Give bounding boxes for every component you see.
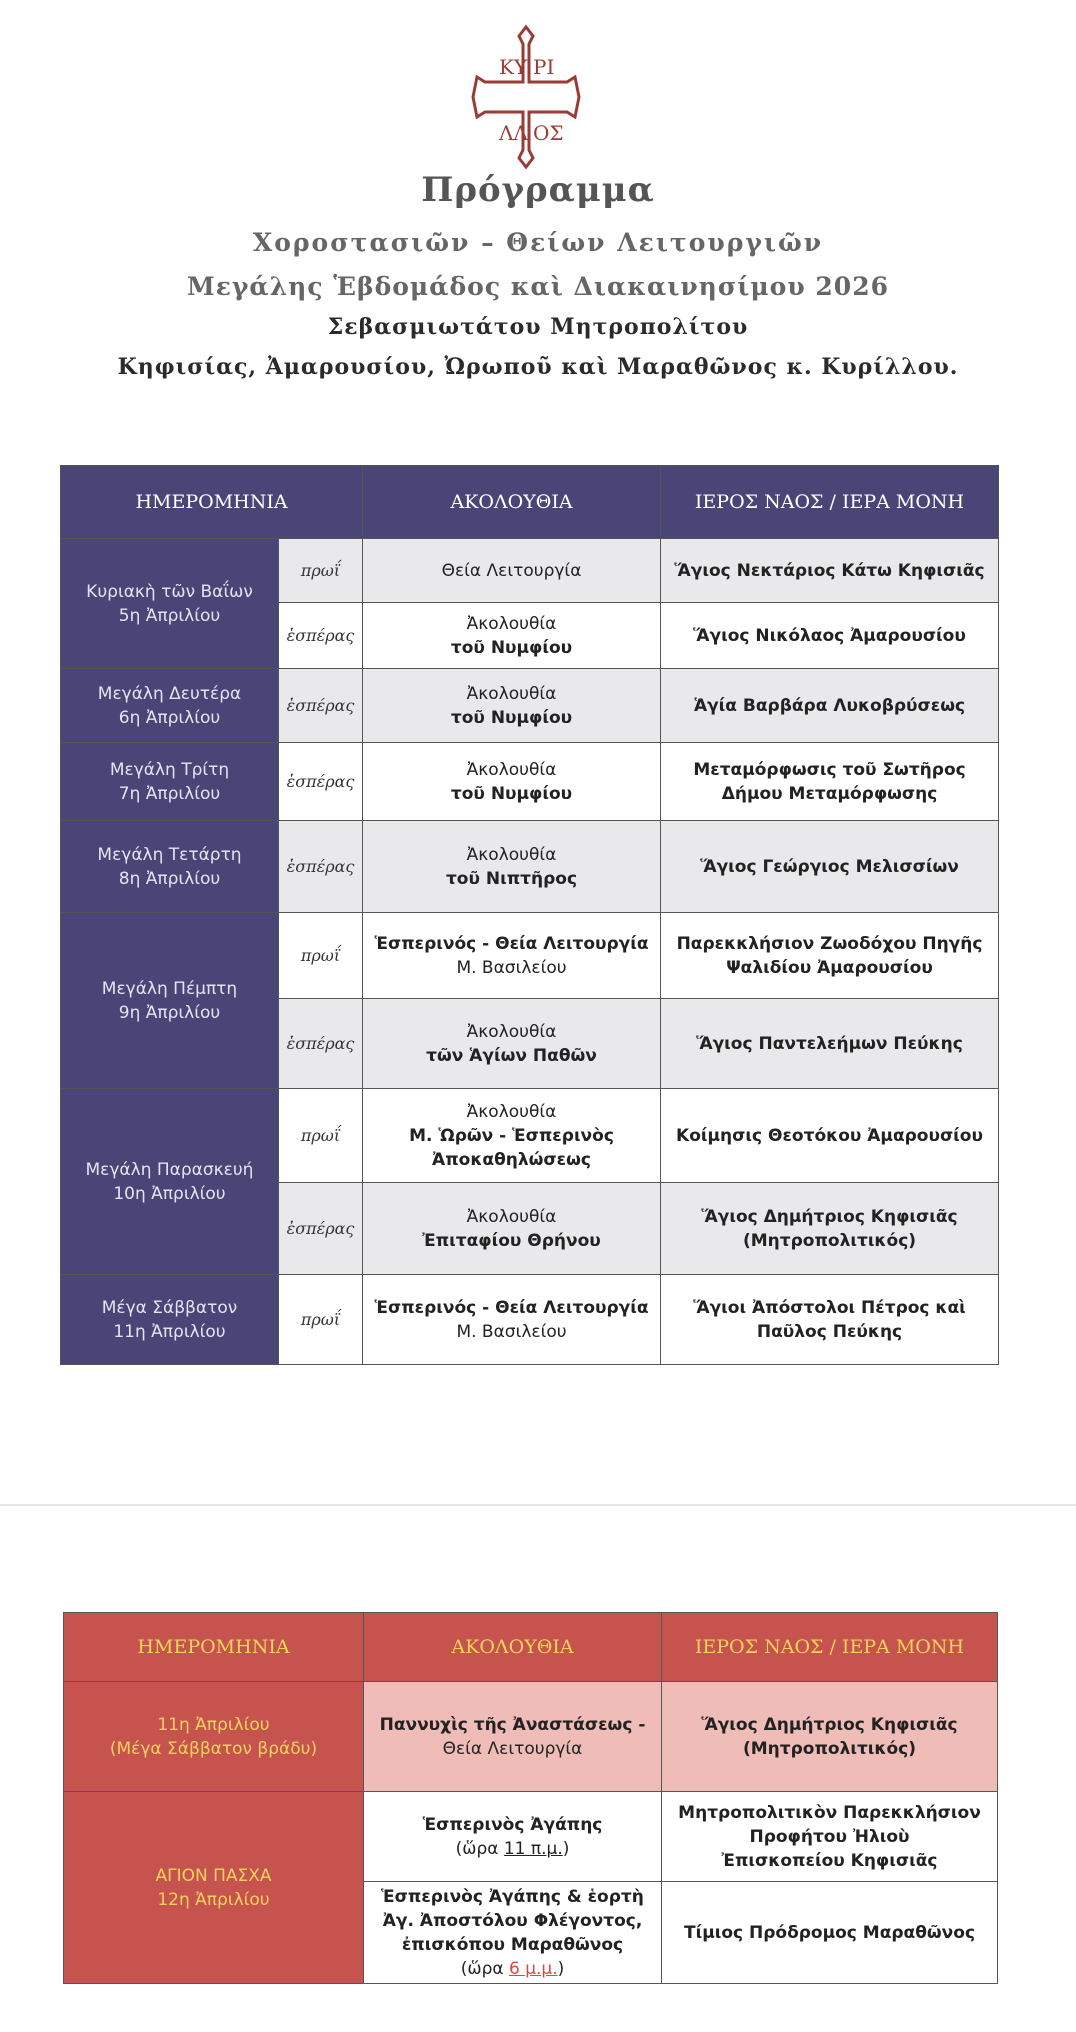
service-cell: Ἀκολουθία τοῦ Νυμφίου [363, 669, 661, 743]
day-cell: Μεγάλη Τρίτη 7η Ἀπριλίου [61, 743, 279, 821]
time-cell: πρωΐ [279, 539, 363, 603]
table-row [64, 1792, 998, 1882]
svg-text:ΚΥ: ΚΥ [499, 55, 528, 79]
church-cell: Ἁγία Βαρβάρα Λυκοβρύσεως [661, 669, 999, 743]
header-church: ΙΕΡΟΣ ΝΑΟΣ / ΙΕΡΑ ΜΟΝΗ [661, 466, 999, 539]
time-cell: ἑσπέρας [279, 821, 363, 913]
service-cell: Ἀκολουθία Ἐπιταφίου Θρήνου [363, 1183, 661, 1275]
church-cell: Ἅγιος Παντελεήμων Πεύκης [661, 999, 999, 1089]
svg-text:ΡΙ: ΡΙ [533, 55, 555, 79]
easter-schedule-table [63, 1612, 998, 1984]
header-service: ΑΚΟΛΟΥΘΙΑ [364, 1613, 662, 1682]
page-divider [0, 1504, 1076, 1506]
table-row [61, 743, 999, 821]
day-name: Κυριακὴ τῶν Βαΐων [86, 581, 253, 602]
table-row [61, 1275, 999, 1365]
subtitle-week: Μεγάλης Ἑβδομάδος καὶ Διακαινησίμου 2026 [187, 272, 889, 301]
subtitle-services: Χοροστασιῶν – Θείων Λειτουργιῶν [252, 228, 824, 257]
time-cell: πρωΐ [279, 1275, 363, 1365]
time-cell: ἑσπέρας [279, 603, 363, 669]
service-cell: Ἑσπερινὸς Ἀγάπης & ἑορτὴ Ἀγ. Ἀποστόλου Φλέγοντος, ἐπισκόπου Μαραθῶνος (ὥρα 6 μ.μ.) [364, 1882, 662, 1984]
time-link: 11 π.μ. [503, 1838, 563, 1859]
header-date: ΗΜΕΡΟΜΗΝΙΑ [64, 1613, 364, 1682]
table-row [61, 913, 999, 999]
subtitle-metropolitan: Σεβασμιωτάτου Μητροπολίτου [327, 314, 749, 340]
service-cell: Θεία Λειτουργία [363, 539, 661, 603]
table-row [61, 821, 999, 913]
svg-text:ΛΛ: ΛΛ [499, 121, 528, 145]
church-cell: Ἅγιοι Ἀπόστολοι Πέτρος καὶ Παῦλος Πεύκης [661, 1275, 999, 1365]
day-cell: Μεγάλη Πέμπτη 9η Ἀπριλίου [61, 913, 279, 1089]
time-cell: πρωΐ [279, 913, 363, 999]
svg-text:ΟΣ: ΟΣ [533, 121, 564, 145]
service-cell: Ἑσπερινός - Θεία Λειτουργία Μ. Βασιλείου [363, 1275, 661, 1365]
church-cell: Μητροπολιτικὸν Παρεκκλήσιον Προφήτου Ἠλιοὺ Ἐπισκοπείου Κηφισιᾶς [662, 1792, 998, 1882]
service-cell: Ἀκολουθία Μ. Ὡρῶν - Ἑσπερινὸς Ἀποκαθηλώσεως [363, 1089, 661, 1183]
church-cell: Ἅγιος Δημήτριος Κηφισιᾶς (Μητροπολιτικός) [661, 1183, 999, 1275]
day-date: 5η Ἀπριλίου [118, 605, 221, 626]
time-cell: ἑσπέρας [279, 999, 363, 1089]
day-cell: 11η Ἀπριλίου (Μέγα Σάββατον βράδυ) [64, 1682, 364, 1792]
church-cell: Παρεκκλήσιον Ζωοδόχου Πηγῆς Ψαλιδίου Ἀμαρουσίου [661, 913, 999, 999]
time-link: 6 μ.μ. [508, 1958, 558, 1979]
church-cell: Τίμιος Πρόδρομος Μαραθῶνος [662, 1882, 998, 1984]
service-cell: Παννυχὶς τῆς Ἀναστάσεως - Θεία Λειτουργία [364, 1682, 662, 1792]
service-cell: Ἀκολουθία τοῦ Νυμφίου [363, 603, 661, 669]
subtitle-diocese: Κηφισίας, Ἀμαρουσίου, Ὠρωποῦ καὶ Μαραθῶνος κ. Κυρίλλου. [117, 354, 959, 380]
table-row [64, 1682, 998, 1792]
time-cell: πρωΐ [279, 1089, 363, 1183]
cross-emblem-icon [471, 22, 581, 172]
service-cell: Ἀκολουθία τοῦ Νιπτῆρος [363, 821, 661, 913]
header-church: ΙΕΡΟΣ ΝΑΟΣ / ΙΕΡΑ ΜΟΝΗ [662, 1613, 998, 1682]
holy-week-schedule-table [60, 465, 999, 1365]
church-cell: Ἅγιος Νικόλαος Ἀμαρουσίου [661, 603, 999, 669]
church-cell: Ἅγιος Γεώργιος Μελισσίων [661, 821, 999, 913]
church-cell: Ἅγιος Νεκτάριος Κάτω Κηφισιᾶς [661, 539, 999, 603]
header-date: ΗΜΕΡΟΜΗΝΙΑ [61, 466, 363, 539]
service-cell: Ἑσπερινὸς Ἀγάπης (ὥρα 11 π.μ.) [364, 1792, 662, 1882]
service-cell: Ἀκολουθία τοῦ Νυμφίου [363, 743, 661, 821]
table-header-row [64, 1613, 998, 1682]
church-cell: Κοίμησις Θεοτόκου Ἀμαρουσίου [661, 1089, 999, 1183]
table-row [61, 1089, 999, 1183]
day-cell: Μέγα Σάββατον 11η Ἀπριλίου [61, 1275, 279, 1365]
time-cell: ἑσπέρας [279, 669, 363, 743]
day-cell: Μεγάλη Τετάρτη 8η Ἀπριλίου [61, 821, 279, 913]
time-cell: ἑσπέρας [279, 743, 363, 821]
header-service: ΑΚΟΛΟΥΘΙΑ [363, 466, 661, 539]
time-cell: ἑσπέρας [279, 1183, 363, 1275]
day-cell [61, 539, 279, 669]
church-cell: Μεταμόρφωσις τοῦ Σωτῆρος Δήμου Μεταμόρφωσης [661, 743, 999, 821]
table-row [61, 539, 999, 603]
service-cell: Ἑσπερινός - Θεία Λειτουργία Μ. Βασιλείου [363, 913, 661, 999]
day-cell: Μεγάλη Παρασκευή 10η Ἀπριλίου [61, 1089, 279, 1275]
church-cell: Ἅγιος Δημήτριος Κηφισιᾶς (Μητροπολιτικός) [662, 1682, 998, 1792]
day-cell: ΑΓΙΟΝ ΠΑΣΧΑ 12η Ἀπριλίου [64, 1792, 364, 1984]
service-cell: Ἀκολουθία τῶν Ἁγίων Παθῶν [363, 999, 661, 1089]
day-cell: Μεγάλη Δευτέρα 6η Ἀπριλίου [61, 669, 279, 743]
table-header-row [61, 466, 999, 539]
page-title: Πρόγραμμα [421, 170, 655, 210]
table-row [61, 669, 999, 743]
